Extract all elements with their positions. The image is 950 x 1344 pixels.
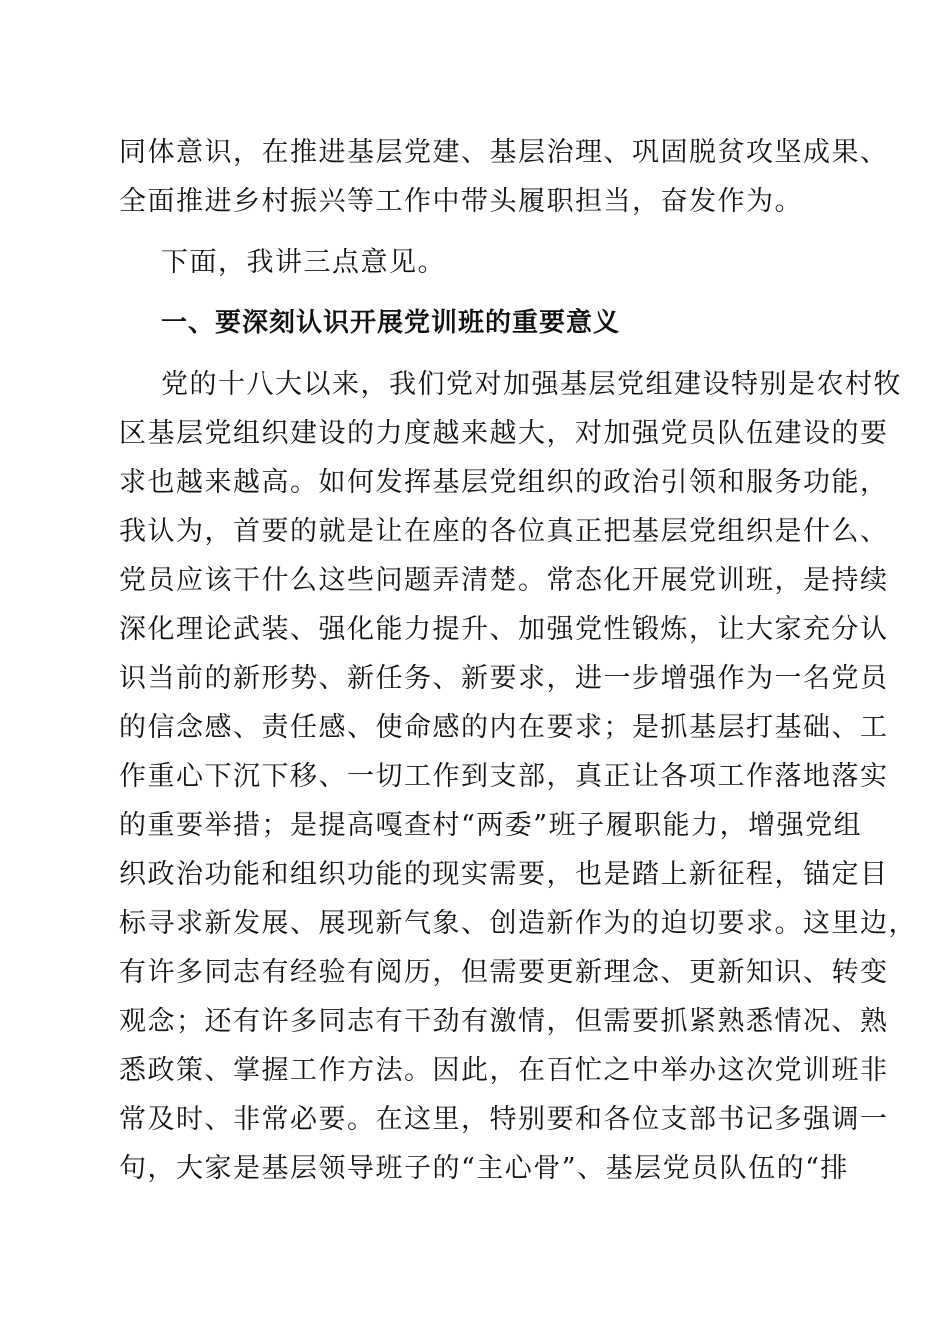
paragraph-line: 的重要举措；是提高嘎查村“两委”班子履职能力，增强党组 [119,810,863,841]
paragraph-line: 求也越来越高。如何发挥基层党组织的政治引领和服务功能， [119,467,889,498]
paragraph-line: 我认为，首要的就是让在座的各位真正把基层党组织是什么、 [119,516,889,547]
paragraph-line: 深化理论武装、强化能力提升、加强党性锻炼，让大家充分认 [119,614,889,645]
document-body [119,128,917,1193]
paragraph-line: 织政治功能和组织功能的现实需要，也是踏上新征程，锚定目 [119,859,889,890]
paragraph-line: 识当前的新形势、新任务、新要求，进一步增强作为一名党员 [119,663,889,694]
transition-paragraph: 下面，我讲三点意见。 [161,247,446,278]
body-paragraph [119,360,917,1193]
paragraph-line: 悉政策、掌握工作方法。因此，在百忙之中举办这次党训班非 [119,1055,889,1086]
paragraph-line: 党员应该干什么这些问题弄清楚。常态化开展党训班，是持续 [119,565,889,596]
intro-line-2: 全面推进乡村振兴等工作中带头履职担当，奋发作为。 [119,186,803,217]
intro-line-1: 同体意识，在推进基层党建、基层治理、巩固脱贫攻坚成果、 [119,137,889,168]
paragraph-line: 标寻求新发展、展现新气象、创造新作为的迫切要求。这里边， [119,908,917,939]
paragraph-line: 的信念感、责任感、使命感的内在要求；是抓基层打基础、工 [119,712,889,743]
paragraph-line: 作重心下沉下移、一切工作到支部，真正让各项工作落地落实 [119,761,889,792]
paragraph-line: 区基层党组织建设的力度越来越大，对加强党员队伍建设的要 [119,418,889,449]
paragraph-line: 常及时、非常必要。在这里，特别要和各位支部书记多强调一 [119,1104,889,1135]
paragraph-line: 句，大家是基层领导班子的“主心骨”、基层党员队伍的“排 [119,1153,849,1184]
paragraph-line: 党的十八大以来，我们党对加强基层党组建设特别是农村牧 [161,369,902,400]
paragraph-line: 观念；还有许多同志有干劲有激情，但需要抓紧熟悉情况、熟 [119,1006,889,1037]
paragraph-line: 有许多同志有经验有阅历，但需要更新理念、更新知识、转变 [119,957,889,988]
section-heading: 一、要深刻认识开展党训班的重要意义 [161,308,621,338]
